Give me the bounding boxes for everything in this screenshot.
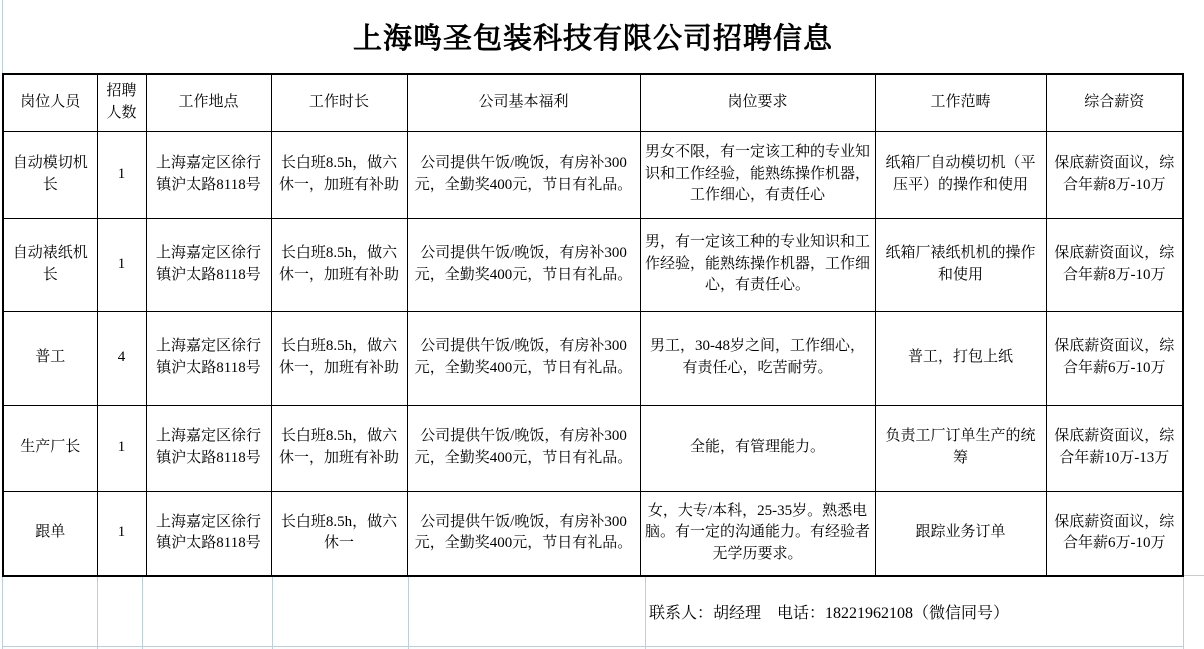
cell-benefits[interactable]: 公司提供午饭/晚饭，有房补300元，全勤奖400元，节日有礼品。 — [407, 131, 640, 218]
cell-location[interactable]: 上海嘉定区徐行镇沪太路8118号 — [146, 218, 271, 311]
cell-position[interactable]: 生产厂长 — [3, 405, 97, 491]
sheet-gridline — [142, 576, 143, 649]
page-title-bar — [3, 0, 1183, 72]
sheet-gridline — [645, 576, 646, 649]
cell-position[interactable]: 跟单 — [3, 491, 97, 576]
sheet-gridline-right-stub — [1183, 575, 1204, 576]
cell-headcount[interactable]: 4 — [97, 311, 146, 405]
cell-position[interactable]: 自动模切机长 — [3, 131, 97, 218]
sheet-gridline — [272, 576, 273, 649]
cell-scope[interactable]: 纸箱厂裱纸机机的操作和使用 — [875, 218, 1046, 311]
cell-headcount[interactable]: 1 — [97, 405, 146, 491]
table-row — [3, 405, 1183, 491]
cell-location[interactable]: 上海嘉定区徐行镇沪太路8118号 — [146, 131, 271, 218]
header-row — [3, 74, 1183, 131]
sheet-gridline — [408, 576, 409, 649]
cell-salary[interactable]: 保底薪资面议，综合年薪10万-13万 — [1046, 405, 1183, 491]
cell-benefits[interactable]: 公司提供午饭/晚饭，有房补300元，全勤奖400元，节日有礼品。 — [407, 218, 640, 311]
cell-requirements[interactable]: 男，有一定该工种的专业知识和工作经验，能熟练操作机器，工作细心，有责任心。 — [640, 218, 875, 311]
cell-salary[interactable]: 保底薪资面议，综合年薪6万-10万 — [1046, 311, 1183, 405]
header-location[interactable]: 工作地点 — [146, 74, 271, 131]
table-row — [3, 491, 1183, 576]
cell-location[interactable]: 上海嘉定区徐行镇沪太路8118号 — [146, 491, 271, 576]
sheet-gridline-bottom — [2, 646, 1183, 647]
contact-info: 联系人：胡经理 电话：18221962108（微信同号） — [649, 604, 1010, 622]
cell-headcount[interactable]: 1 — [97, 131, 146, 218]
sheet-gridline — [97, 576, 98, 649]
table-row — [3, 131, 1183, 218]
cell-scope[interactable]: 普工，打包上纸 — [875, 311, 1046, 405]
cell-benefits[interactable]: 公司提供午饭/晚饭，有房补300元，全勤奖400元，节日有礼品。 — [407, 491, 640, 576]
cell-salary[interactable]: 保底薪资面议，综合年薪8万-10万 — [1046, 131, 1183, 218]
cell-hours[interactable]: 长白班8.5h，做六休一 — [271, 491, 407, 576]
cell-benefits[interactable]: 公司提供午饭/晚饭，有房补300元，全勤奖400元，节日有礼品。 — [407, 405, 640, 491]
cell-requirements[interactable]: 全能，有管理能力。 — [640, 405, 875, 491]
cell-salary[interactable]: 保底薪资面议，综合年薪6万-10万 — [1046, 491, 1183, 576]
cell-hours[interactable]: 长白班8.5h，做六休一，加班有补助 — [271, 218, 407, 311]
cell-hours[interactable]: 长白班8.5h，做六休一，加班有补助 — [271, 405, 407, 491]
header-headcount[interactable]: 招聘人数 — [97, 74, 146, 131]
cell-position[interactable]: 自动裱纸机长 — [3, 218, 97, 311]
header-position[interactable]: 岗位人员 — [3, 74, 97, 131]
cell-requirements[interactable]: 女，大专/本科，25-35岁。熟悉电脑。有一定的沟通能力。有经验者无学历要求。 — [640, 491, 875, 576]
table-row — [3, 311, 1183, 405]
header-requirements[interactable]: 岗位要求 — [640, 74, 875, 131]
header-hours[interactable]: 工作时长 — [271, 74, 407, 131]
recruitment-table — [2, 73, 1184, 577]
cell-scope[interactable]: 跟踪业务订单 — [875, 491, 1046, 576]
cell-requirements[interactable]: 男女不限，有一定该工种的专业知识和工作经验，能熟练操作机器，工作细心，有责任心 — [640, 131, 875, 218]
cell-salary[interactable]: 保底薪资面议，综合年薪8万-10万 — [1046, 218, 1183, 311]
header-salary[interactable]: 综合薪资 — [1046, 74, 1183, 131]
cell-headcount[interactable]: 1 — [97, 218, 146, 311]
cell-location[interactable]: 上海嘉定区徐行镇沪太路8118号 — [146, 405, 271, 491]
table-row — [3, 218, 1183, 311]
cell-location[interactable]: 上海嘉定区徐行镇沪太路8118号 — [146, 311, 271, 405]
cell-hours[interactable]: 长白班8.5h，做六休一，加班有补助 — [271, 131, 407, 218]
cell-headcount[interactable]: 1 — [97, 491, 146, 576]
cell-position[interactable]: 普工 — [3, 311, 97, 405]
header-benefits[interactable]: 公司基本福利 — [407, 74, 640, 131]
header-scope[interactable]: 工作范畴 — [875, 74, 1046, 131]
cell-hours[interactable]: 长白班8.5h，做六休一，加班有补助 — [271, 311, 407, 405]
page-title: 上海鸣圣包装科技有限公司招聘信息 — [352, 22, 833, 55]
cell-benefits[interactable]: 公司提供午饭/晚饭，有房补300元，全勤奖400元，节日有礼品。 — [407, 311, 640, 405]
sheet-gridline — [1183, 576, 1184, 649]
cell-requirements[interactable]: 男工，30-48岁之间，工作细心，有责任心，吃苦耐劳。 — [640, 311, 875, 405]
cell-scope[interactable]: 负责工厂订单生产的统筹 — [875, 405, 1046, 491]
cell-scope[interactable]: 纸箱厂自动模切机（平压平）的操作和使用 — [875, 131, 1046, 218]
